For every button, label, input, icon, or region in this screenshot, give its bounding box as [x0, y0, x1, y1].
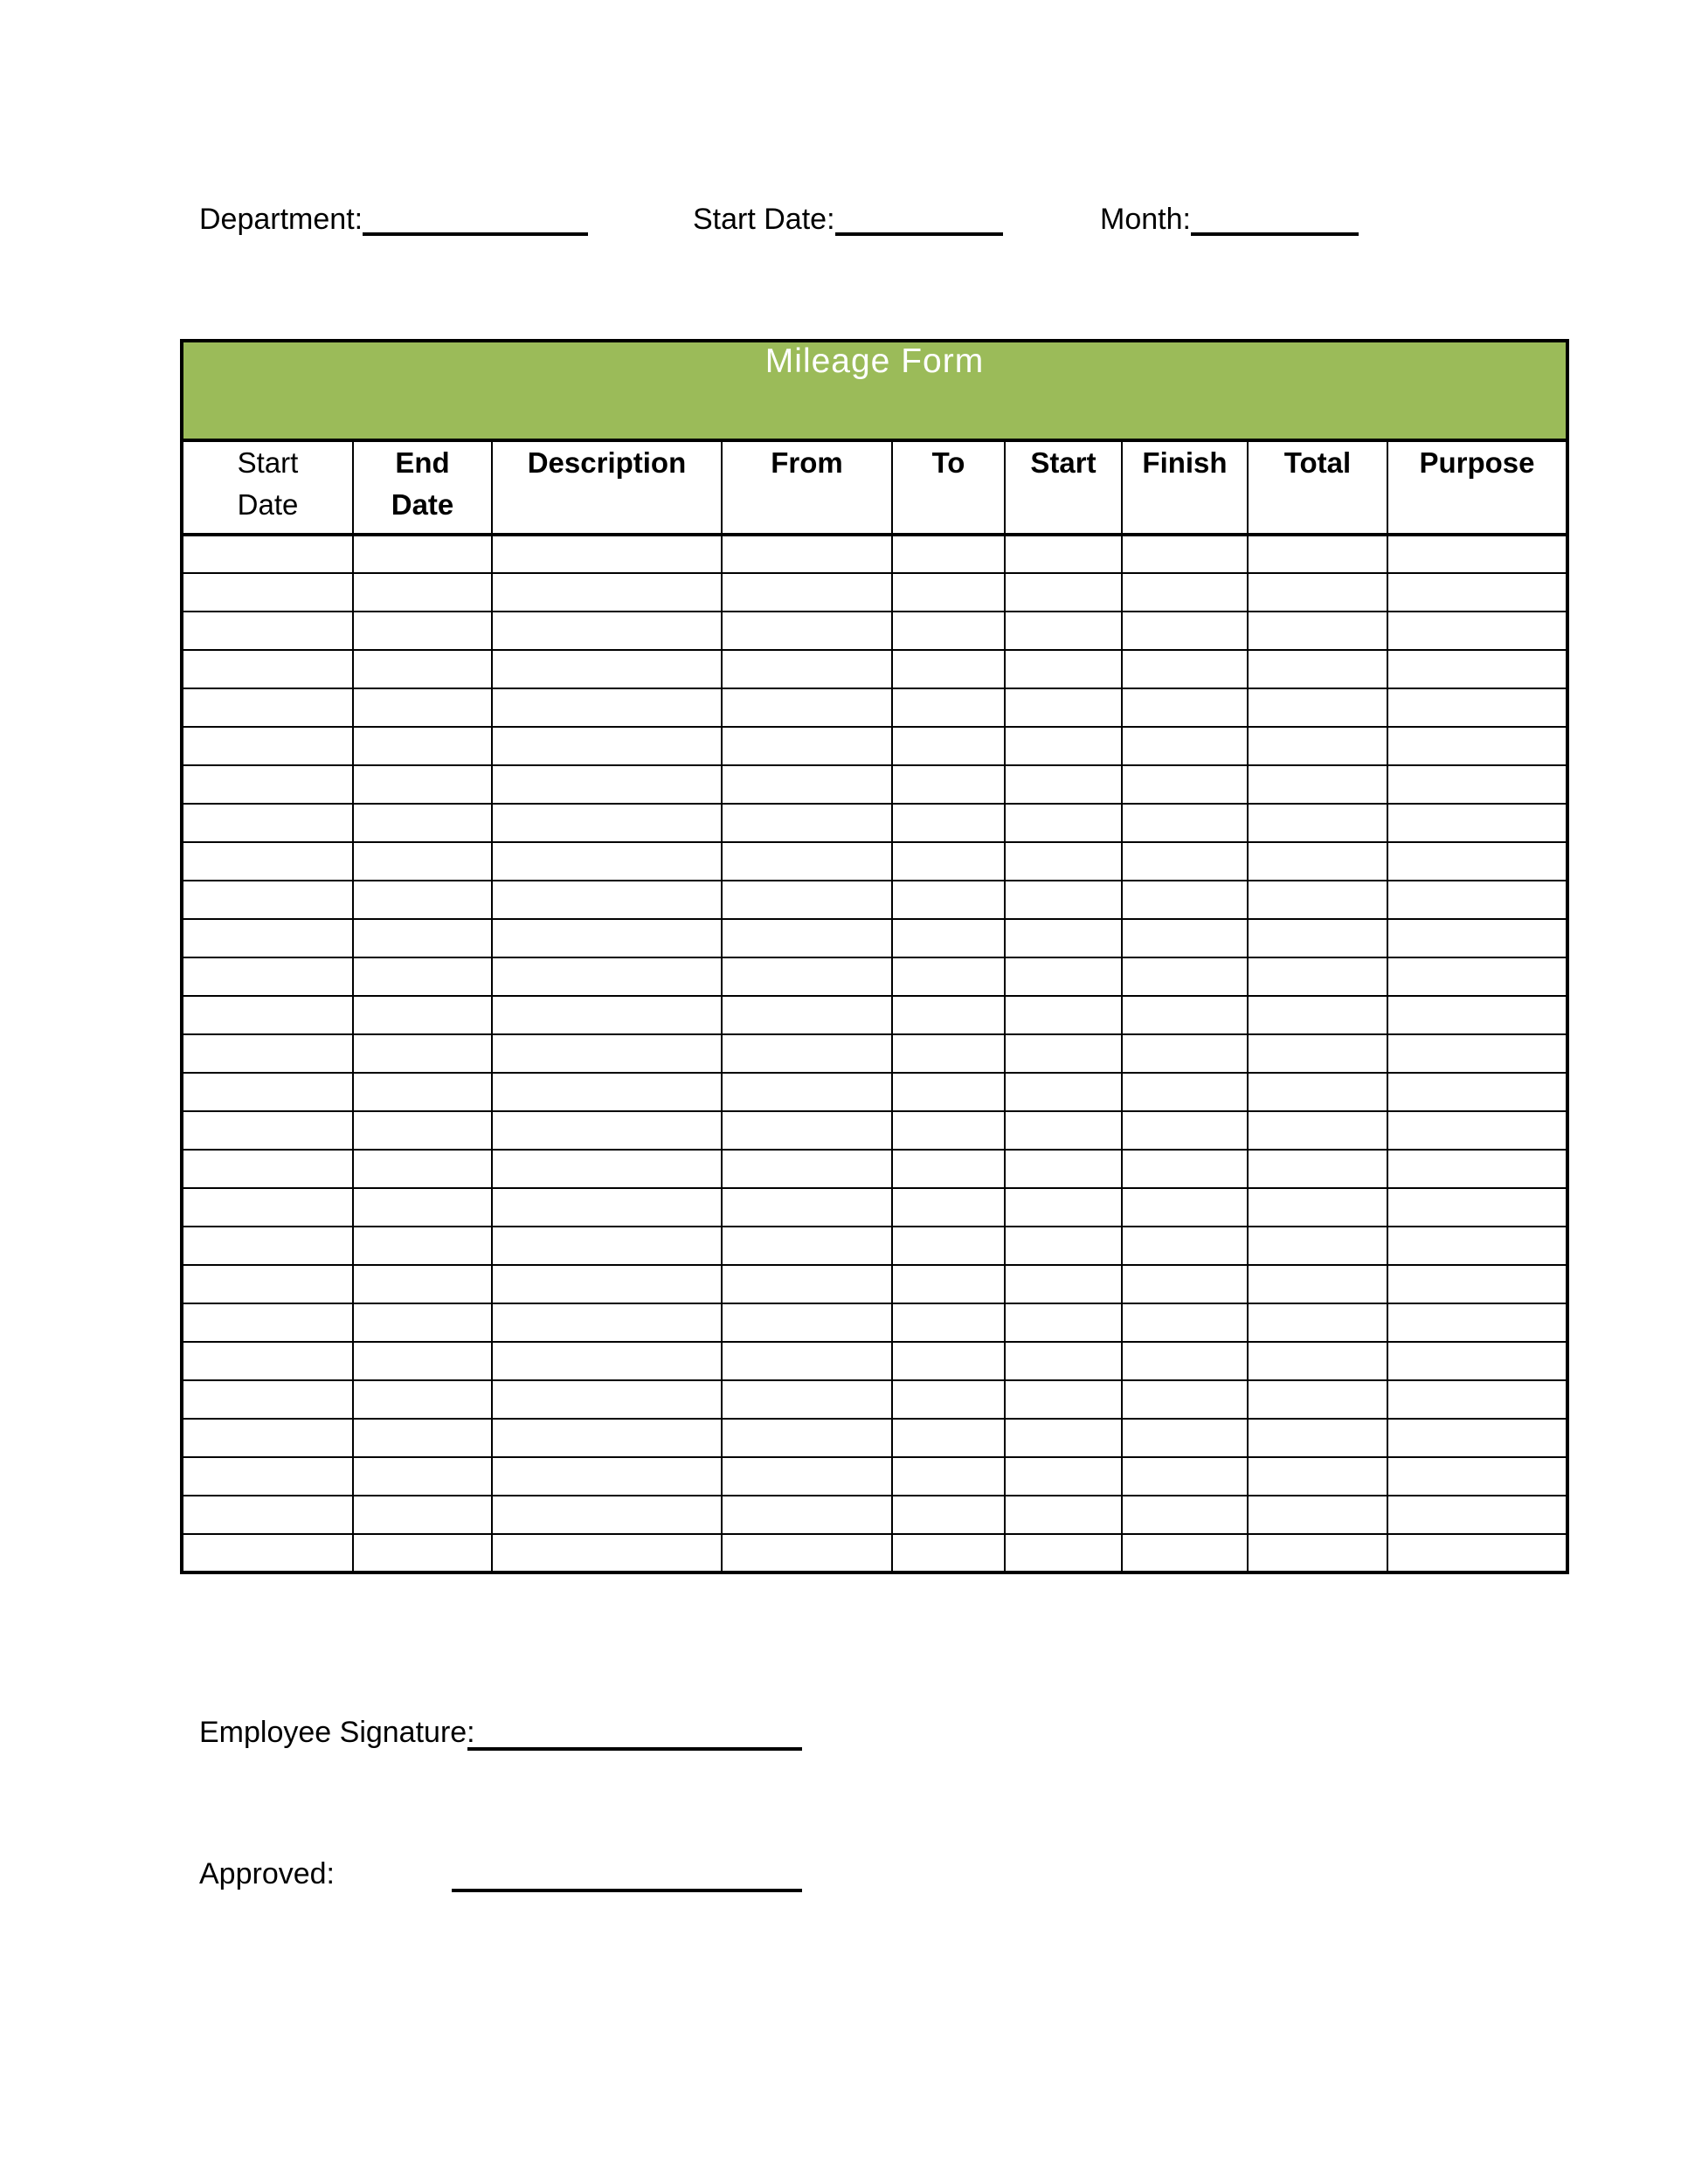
table-cell: [1387, 996, 1567, 1034]
table-cell: [892, 842, 1005, 881]
table-cell: [722, 1111, 892, 1150]
table-cell: [1387, 804, 1567, 842]
table-cell: [1248, 881, 1387, 919]
table-cell: [492, 842, 722, 881]
table-cell: [722, 1380, 892, 1419]
table-cell: [492, 1496, 722, 1534]
table-cell: [182, 650, 353, 688]
start-date-label: Start Date:: [693, 203, 835, 236]
table-cell: [182, 612, 353, 650]
table-row: [182, 1457, 1567, 1496]
table-cell: [353, 688, 492, 727]
table-cell: [1122, 688, 1248, 727]
table-cell: [1005, 1111, 1122, 1150]
table-cell: [1387, 1188, 1567, 1227]
table-cell: [492, 535, 722, 573]
table-cell: [1387, 688, 1567, 727]
table-cell: [892, 1380, 1005, 1419]
table-row: [182, 957, 1567, 996]
table-cell: [722, 1150, 892, 1188]
table-cell: [892, 881, 1005, 919]
department-blank-line: [363, 232, 588, 236]
header-description: Description: [492, 440, 722, 535]
table-cell: [492, 1457, 722, 1496]
table-cell: [182, 1150, 353, 1188]
header-start: Start: [1005, 440, 1122, 535]
table-cell: [182, 842, 353, 881]
table-cell: [1387, 1419, 1567, 1457]
table-cell: [1005, 1457, 1122, 1496]
table-cell: [892, 919, 1005, 957]
table-cell: [1005, 804, 1122, 842]
approved-label: Approved:: [199, 1857, 335, 1890]
table-cell: [1248, 727, 1387, 765]
table-cell: [492, 1073, 722, 1111]
table-cell: [892, 1150, 1005, 1188]
table-cell: [1248, 1111, 1387, 1150]
table-cell: [1122, 650, 1248, 688]
table-cell: [353, 727, 492, 765]
mileage-table: [180, 339, 1569, 1574]
table-title-row: [182, 341, 1567, 440]
table-cell: [353, 957, 492, 996]
table-cell: [1005, 688, 1122, 727]
table-cell: [1248, 1496, 1387, 1534]
table-cell: [182, 1265, 353, 1303]
table-row: [182, 1496, 1567, 1534]
table-header-row: [182, 440, 1567, 535]
table-row: [182, 1073, 1567, 1111]
table-cell: [722, 1034, 892, 1073]
table-cell: [1005, 765, 1122, 804]
table-cell: [722, 1496, 892, 1534]
table-cell: [722, 688, 892, 727]
table-cell: [892, 1342, 1005, 1380]
start-date-field: [693, 202, 1003, 237]
table-cell: [1248, 1380, 1387, 1419]
table-cell: [1387, 1265, 1567, 1303]
table-row: [182, 1034, 1567, 1073]
table-cell: [1248, 1265, 1387, 1303]
table-cell: [1122, 1188, 1248, 1227]
table-cell: [1005, 535, 1122, 573]
table-cell: [353, 1457, 492, 1496]
table-cell: [1387, 573, 1567, 612]
table-cell: [1005, 1342, 1122, 1380]
header-to: To: [892, 440, 1005, 535]
table-row: [182, 1227, 1567, 1265]
table-cell: [1122, 996, 1248, 1034]
start-date-blank-line: [835, 232, 1003, 236]
table-cell: [892, 804, 1005, 842]
table-cell: [892, 650, 1005, 688]
table-cell: [722, 1419, 892, 1457]
table-cell: [1122, 1342, 1248, 1380]
table-cell: [722, 1342, 892, 1380]
table-cell: [1387, 919, 1567, 957]
table-cell: [353, 1034, 492, 1073]
table-cell: [1005, 1227, 1122, 1265]
department-label: Department:: [199, 203, 363, 236]
table-cell: [492, 688, 722, 727]
table-cell: [353, 996, 492, 1034]
table-cell: [892, 573, 1005, 612]
table-cell: [1005, 1073, 1122, 1111]
table-cell: [1387, 1073, 1567, 1111]
table-head: [182, 341, 1567, 535]
table-cell: [353, 804, 492, 842]
table-cell: [722, 650, 892, 688]
table-cell: [1387, 1034, 1567, 1073]
table-cell: [892, 1111, 1005, 1150]
table-cell: [722, 535, 892, 573]
table-cell: [722, 1073, 892, 1111]
table-cell: [492, 1111, 722, 1150]
table-cell: [182, 765, 353, 804]
table-cell: [353, 1150, 492, 1188]
header-start-date: Start Date: [182, 440, 353, 535]
table-cell: [1248, 612, 1387, 650]
table-cell: [1248, 1342, 1387, 1380]
table-cell: [722, 1457, 892, 1496]
table-cell: [722, 765, 892, 804]
approved-line: [452, 1889, 802, 1892]
table-cell: [182, 1188, 353, 1227]
table-cell: [1005, 573, 1122, 612]
table-cell: [892, 996, 1005, 1034]
table-cell: [492, 650, 722, 688]
table-cell: [722, 804, 892, 842]
table-cell: [722, 957, 892, 996]
table-cell: [1248, 1303, 1387, 1342]
table-cell: [1248, 573, 1387, 612]
table-row: [182, 688, 1567, 727]
table-row: [182, 650, 1567, 688]
employee-signature-label: Employee Signature:: [199, 1716, 475, 1749]
table-row: [182, 919, 1567, 957]
table-cell: [1005, 1188, 1122, 1227]
table-cell: [722, 881, 892, 919]
table-row: [182, 804, 1567, 842]
table-cell: [1248, 765, 1387, 804]
table-cell: [1248, 650, 1387, 688]
table-cell: [892, 1227, 1005, 1265]
table-cell: [1122, 1034, 1248, 1073]
table-cell: [892, 1265, 1005, 1303]
table-cell: [1387, 1227, 1567, 1265]
table-cell: [892, 1457, 1005, 1496]
table-cell: [1122, 573, 1248, 612]
table-cell: [353, 1073, 492, 1111]
table-cell: [892, 957, 1005, 996]
table-cell: [1005, 957, 1122, 996]
table-cell: [353, 535, 492, 573]
table-cell: [1122, 957, 1248, 996]
table-cell: [722, 1188, 892, 1227]
table-cell: [892, 1496, 1005, 1534]
table-cell: [353, 881, 492, 919]
table-row: [182, 573, 1567, 612]
table-cell: [1122, 881, 1248, 919]
table-cell: [722, 842, 892, 881]
table-cell: [892, 765, 1005, 804]
table-cell: [182, 1419, 353, 1457]
table-cell: [1387, 1496, 1567, 1534]
header-from: From: [722, 440, 892, 535]
table-cell: [722, 1265, 892, 1303]
table-cell: [182, 804, 353, 842]
table-cell: [1248, 1419, 1387, 1457]
table-cell: [492, 1303, 722, 1342]
table-cell: [492, 1150, 722, 1188]
table-cell: [1122, 727, 1248, 765]
table-cell: [182, 1380, 353, 1419]
table-cell: [1387, 1111, 1567, 1150]
table-cell: [1122, 1419, 1248, 1457]
table-cell: [182, 1534, 353, 1572]
table-cell: [353, 612, 492, 650]
table-cell: [1248, 1534, 1387, 1572]
table-cell: [1248, 957, 1387, 996]
table-cell: [353, 1496, 492, 1534]
table-row: [182, 1303, 1567, 1342]
table-cell: [1248, 1034, 1387, 1073]
table-cell: [1122, 1073, 1248, 1111]
table-cell: [1005, 1419, 1122, 1457]
table-cell: [182, 881, 353, 919]
table-cell: [492, 1034, 722, 1073]
table-cell: [1122, 1265, 1248, 1303]
employee-signature-line: [467, 1747, 802, 1751]
table-cell: [1005, 1303, 1122, 1342]
table-row: [182, 765, 1567, 804]
table-cell: [353, 765, 492, 804]
table-cell: [1122, 1303, 1248, 1342]
table-cell: [492, 1419, 722, 1457]
table-cell: [492, 765, 722, 804]
table-cell: [492, 1227, 722, 1265]
table-cell: [182, 535, 353, 573]
table-cell: [1387, 1303, 1567, 1342]
table-cell: [1387, 727, 1567, 765]
table-cell: [182, 1342, 353, 1380]
table-cell: [492, 881, 722, 919]
table-cell: [182, 919, 353, 957]
table-cell: [492, 727, 722, 765]
table-cell: [1387, 650, 1567, 688]
table-cell: [1248, 996, 1387, 1034]
table-cell: [1387, 957, 1567, 996]
header-end-date: End Date: [353, 440, 492, 535]
table-cell: [722, 727, 892, 765]
table-row: [182, 881, 1567, 919]
table-cell: [722, 919, 892, 957]
table-cell: [353, 919, 492, 957]
table-cell: [492, 1265, 722, 1303]
table-row: [182, 612, 1567, 650]
table-cell: [1005, 1534, 1122, 1572]
table-cell: [492, 573, 722, 612]
table-cell: [722, 612, 892, 650]
department-field: [199, 202, 588, 237]
table-cell: [353, 1265, 492, 1303]
table-cell: [182, 996, 353, 1034]
table-row: [182, 1342, 1567, 1380]
table-cell: [353, 842, 492, 881]
table-cell: [1122, 1457, 1248, 1496]
table-cell: [1122, 1227, 1248, 1265]
table-cell: [1248, 1227, 1387, 1265]
table-cell: [892, 688, 1005, 727]
table-cell: [492, 996, 722, 1034]
table-row: [182, 1534, 1567, 1572]
table-cell: [182, 1496, 353, 1534]
table-cell: [1122, 1111, 1248, 1150]
table-cell: [1005, 996, 1122, 1034]
table-cell: [1387, 1534, 1567, 1572]
table-row: [182, 996, 1567, 1034]
table-cell: [1122, 919, 1248, 957]
table-cell: [1387, 1457, 1567, 1496]
table-cell: [1248, 535, 1387, 573]
table-row: [182, 1419, 1567, 1457]
table-cell: [722, 996, 892, 1034]
table-cell: [892, 1073, 1005, 1111]
table-cell: [353, 1342, 492, 1380]
table-cell: [1122, 612, 1248, 650]
table-cell: [492, 612, 722, 650]
table-title: Mileage Form: [182, 341, 1567, 440]
table-cell: [353, 1111, 492, 1150]
table-cell: [182, 1303, 353, 1342]
table-cell: [1387, 612, 1567, 650]
month-label: Month:: [1100, 203, 1191, 236]
table-cell: [1248, 1150, 1387, 1188]
table-cell: [892, 1034, 1005, 1073]
table-cell: [1248, 842, 1387, 881]
table-cell: [892, 1419, 1005, 1457]
table-cell: [1387, 535, 1567, 573]
table-cell: [892, 1303, 1005, 1342]
table-cell: [1005, 1265, 1122, 1303]
table-cell: [1122, 804, 1248, 842]
table-row: [182, 1111, 1567, 1150]
table-cell: [1005, 881, 1122, 919]
table-cell: [353, 1227, 492, 1265]
table-cell: [182, 1111, 353, 1150]
table-cell: [892, 1534, 1005, 1572]
table-cell: [492, 804, 722, 842]
table-cell: [182, 1457, 353, 1496]
table-cell: [492, 1342, 722, 1380]
table-cell: [353, 1380, 492, 1419]
table-cell: [1387, 1150, 1567, 1188]
table-row: [182, 842, 1567, 881]
table-cell: [722, 1303, 892, 1342]
table-cell: [492, 1380, 722, 1419]
table-cell: [1005, 1496, 1122, 1534]
table-cell: [1122, 1534, 1248, 1572]
table-cell: [353, 1303, 492, 1342]
table-cell: [1387, 1342, 1567, 1380]
table-row: [182, 1150, 1567, 1188]
table-cell: [353, 573, 492, 612]
table-cell: [1248, 919, 1387, 957]
table-cell: [1005, 1380, 1122, 1419]
table-cell: [1248, 804, 1387, 842]
table-cell: [182, 957, 353, 996]
table-cell: [1122, 1150, 1248, 1188]
table-cell: [722, 573, 892, 612]
table-cell: [1248, 1073, 1387, 1111]
table-cell: [1005, 1150, 1122, 1188]
month-field: [1100, 202, 1359, 237]
table-cell: [353, 1419, 492, 1457]
table-cell: [722, 1534, 892, 1572]
table-cell: [1387, 765, 1567, 804]
table-cell: [1248, 688, 1387, 727]
table-cell: [1005, 650, 1122, 688]
table-row: [182, 1380, 1567, 1419]
table-cell: [1005, 919, 1122, 957]
table-row: [182, 727, 1567, 765]
table-cell: [1005, 727, 1122, 765]
table-cell: [1005, 612, 1122, 650]
table-cell: [1248, 1457, 1387, 1496]
table-cell: [892, 727, 1005, 765]
table-cell: [1248, 1188, 1387, 1227]
table-cell: [1387, 881, 1567, 919]
table-cell: [353, 650, 492, 688]
table-cell: [1122, 535, 1248, 573]
table-cell: [492, 1534, 722, 1572]
table-cell: [182, 688, 353, 727]
table-cell: [892, 535, 1005, 573]
table-cell: [1122, 842, 1248, 881]
table-cell: [492, 919, 722, 957]
table-cell: [1122, 765, 1248, 804]
table-cell: [722, 1227, 892, 1265]
table-cell: [353, 1534, 492, 1572]
table-cell: [1387, 842, 1567, 881]
table-cell: [182, 573, 353, 612]
table-cell: [892, 1188, 1005, 1227]
table-row: [182, 535, 1567, 573]
month-blank-line: [1191, 232, 1359, 236]
header-total: Total: [1248, 440, 1387, 535]
table-cell: [182, 727, 353, 765]
table-cell: [492, 957, 722, 996]
table-cell: [1122, 1496, 1248, 1534]
table-cell: [353, 1188, 492, 1227]
table-cell: [492, 1188, 722, 1227]
table-row: [182, 1188, 1567, 1227]
table-cell: [182, 1034, 353, 1073]
table-body: [182, 535, 1567, 1572]
header-finish: Finish: [1122, 440, 1248, 535]
table-cell: [1387, 1380, 1567, 1419]
table-row: [182, 1265, 1567, 1303]
table-cell: [182, 1073, 353, 1111]
table-cell: [182, 1227, 353, 1265]
table-cell: [892, 612, 1005, 650]
table-cell: [1005, 842, 1122, 881]
table-cell: [1122, 1380, 1248, 1419]
table-cell: [1005, 1034, 1122, 1073]
header-purpose: Purpose: [1387, 440, 1567, 535]
